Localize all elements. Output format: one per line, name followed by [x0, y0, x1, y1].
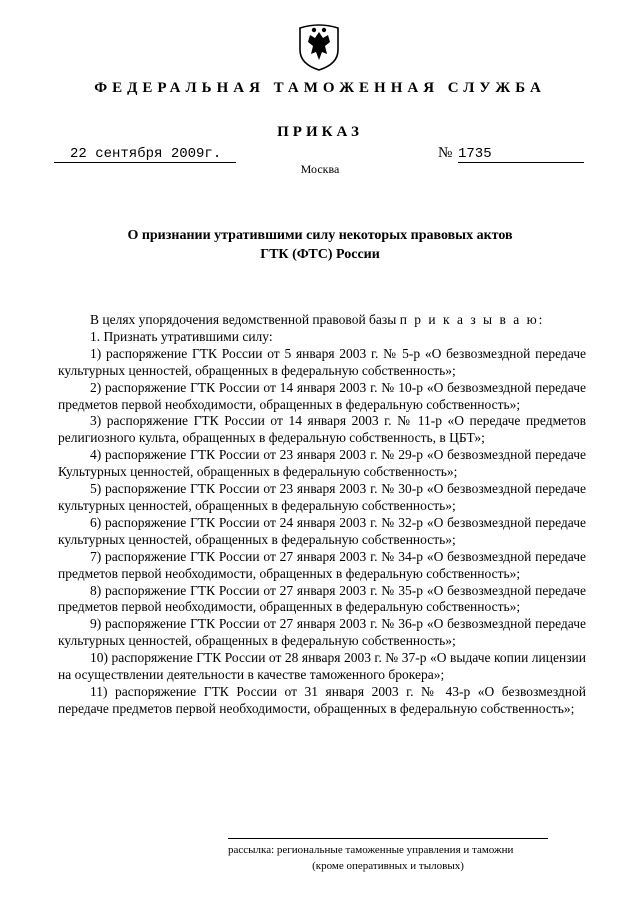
clause-1: 1. Признать утратившими силу: [90, 328, 273, 344]
distribution-footer [228, 838, 548, 874]
order-date: 22 сентября 2009г. [54, 146, 236, 163]
document-title [0, 226, 640, 264]
list-item: 7) распоряжение ГТК России от 27 января 2003 г. № 34-р «О безвозмездной передаче предметов первой необходимости, обращенных в федеральную собственность»; [58, 548, 586, 581]
list-item: 4) распоряжение ГТК России от 23 января 2003 г. № 29-р «О безвозмездной передаче Культурных ценностей, обращенных в федеральную собственность»; [58, 447, 586, 480]
order-title: ПРИКАЗ [277, 124, 363, 140]
list-item: 3) распоряжение ГТК России от 14 января 2003 г. № 11-р «О передаче предметов религиозного культа, обращенных в федеральную собственность, в ЦБТ»; [58, 413, 586, 446]
intro-directive: п р и к а з ы в а ю: [399, 312, 545, 327]
list-item: 9) распоряжение ГТК России от 27 января 2003 г. № 36-р «О безвозмездной передаче культурных ценностей, обращенных в федеральную собственность»; [58, 616, 586, 649]
document-body [58, 312, 586, 718]
distribution-line-1: рассылка: региональные таможенные управления и таможни [228, 844, 514, 856]
list-item: 11) распоряжение ГТК России от 31 января 2003 г. № 43-р «О безвозмездной передаче предметов первой необходимости, обращенных в федеральную собственность»; [58, 683, 586, 716]
order-number: 1735 [458, 146, 584, 163]
distribution-line-2: (кроме оперативных и тыловых) [312, 860, 464, 872]
coat-of-arms-emblem [296, 20, 342, 72]
order-number-label: № [438, 145, 453, 161]
list-item: 5) распоряжение ГТК России от 23 января 2003 г. № 30-р «О безвозмездной передаче культурных ценностей, обращенных в федеральную собственность»; [58, 481, 586, 513]
list-item: 10) распоряжение ГТК России от 28 января 2003 г. № 37-р «О выдаче копии лицензии на осуществлении деятельности в качестве таможенного брокера»; [58, 650, 586, 683]
agency-name: ФЕДЕРАЛЬНАЯ ТАМОЖЕННАЯ СЛУЖБА [94, 80, 546, 96]
list-item: 6) распоряжение ГТК России от 24 января 2003 г. № 32-р «О безвозмездной передаче культурных ценностей, обращенных в федеральную собственность»; [58, 514, 586, 547]
intro-paragraph [58, 312, 586, 329]
list-item: 1) распоряжение ГТК России от 5 января 2003 г. № 5-р «О безвозмездной передаче культурных ценностей, обращенных в федеральную собственность»; [58, 345, 586, 378]
intro-text: В целях упорядочения ведомственной правовой базы [90, 312, 397, 327]
list-item: 2) распоряжение ГТК России от 14 января 2003 г. № 10-р «О безвозмездной передаче предметов первой необходимости, обращенных в федеральную собственность»; [58, 379, 586, 412]
list-item: 8) распоряжение ГТК России от 27 января 2003 г. № 35-р «О безвозмездной передаче предметов первой необходимости, обращенных в федеральную собственность»; [58, 582, 586, 615]
document-title-line-2: ГТК (ФТС) России [260, 247, 380, 262]
city: Москва [300, 162, 340, 176]
document-title-line-1: О признании утратившими силу некоторых правовых актов [127, 228, 513, 243]
